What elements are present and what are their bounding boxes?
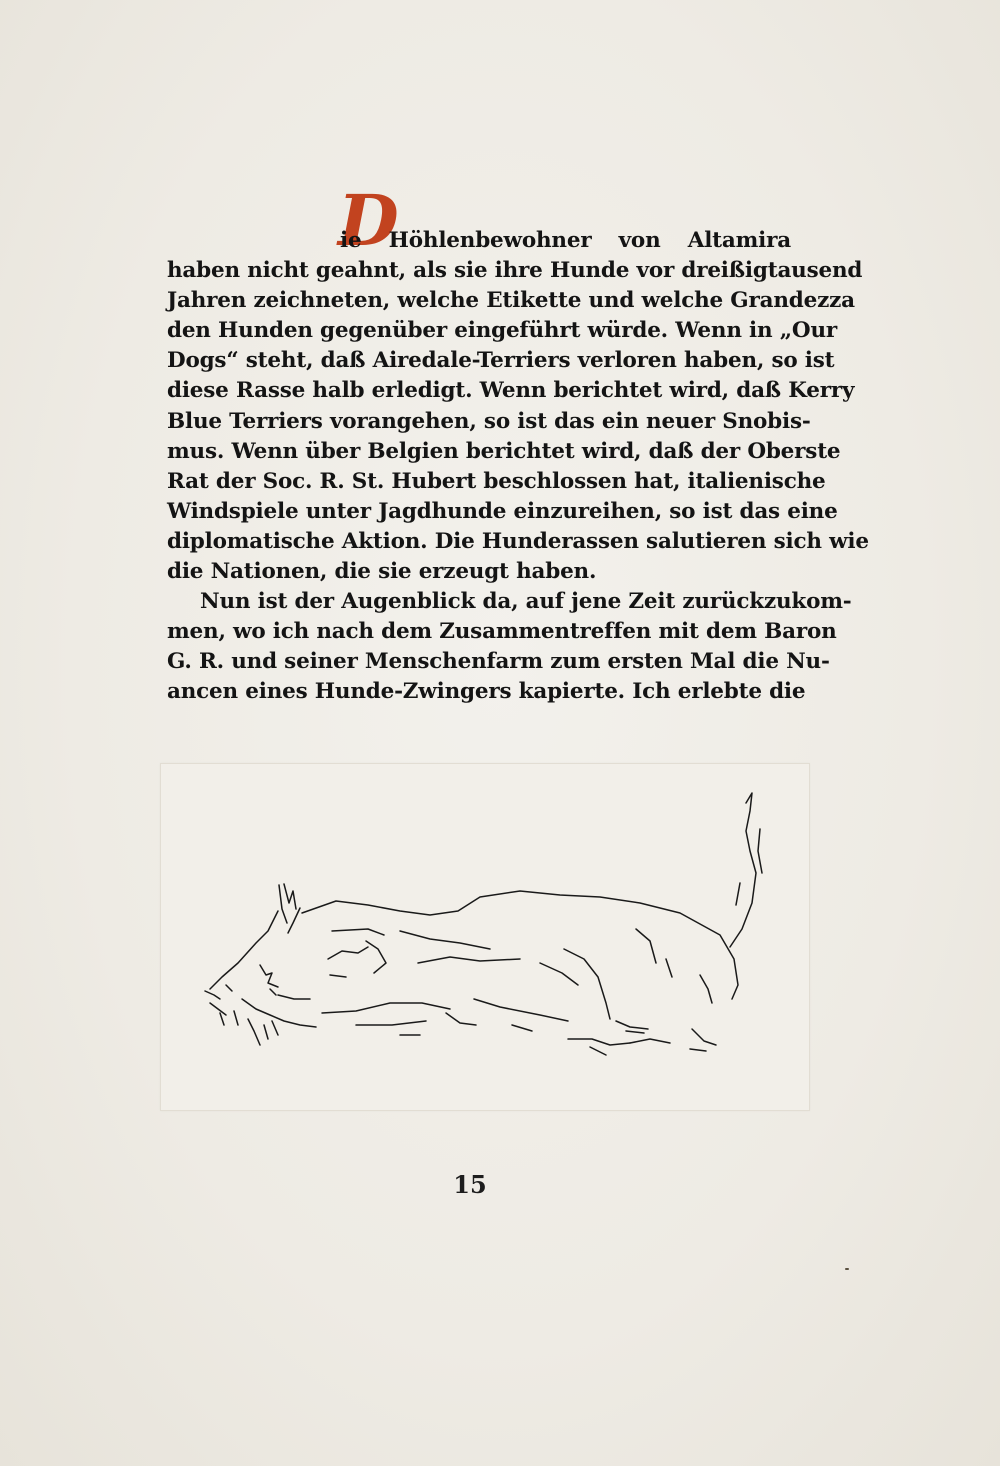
text-line: Windspiele unter Jagdhunde einzureihen, so ist das eine [167,498,838,524]
text-line: die Nationen, die sie erzeugt haben. [167,559,597,585]
paper-speck [845,1268,849,1270]
text-line: Nun ist der Augenblick da, auf jene Zeit zurückzukom- [200,589,852,615]
text-line: mus. Wenn über Belgien berichtet wird, daß der Oberste [167,438,841,464]
text-line: G. R. und seiner Menschenfarm zum ersten Mal die Nu- [167,649,830,675]
text-line: Rat der Soc. R. St. Hubert beschlossen hat, italienische [167,468,826,494]
text-line: haben nicht geahnt, als sie ihre Hunde vor dreißigtausend [167,258,863,284]
etching-plate [160,763,810,1111]
dog-etching-illustration [160,763,810,1111]
text-line: ancen eines Hunde-Zwingers kapierte. Ich erlebte die [167,679,806,705]
text-line: ie Höhlenbewohner von Altamira [340,228,791,253]
text-line: Blue Terriers vorangehen, so ist das ein neuer Snobis- [167,408,811,434]
page-number: 15 [453,1170,487,1199]
body-text [167,179,869,708]
drop-cap-initial: D [338,179,399,262]
text-line: Dogs“ steht, daß Airedale-Terriers verloren haben, so ist [167,348,835,374]
text-line: men, wo ich nach dem Zusammentreffen mit dem Baron [167,619,837,645]
text-line: Jahren zeichneten, welche Etikette und welche Grandezza [167,288,855,314]
text-line: diplomatische Aktion. Die Hunderassen salutieren sich wie [167,528,869,554]
text-line: den Hunden gegenüber eingeführt würde. Wenn in „Our [167,318,838,344]
text-line: diese Rasse halb erledigt. Wenn berichtet wird, daß Kerry [167,378,855,404]
